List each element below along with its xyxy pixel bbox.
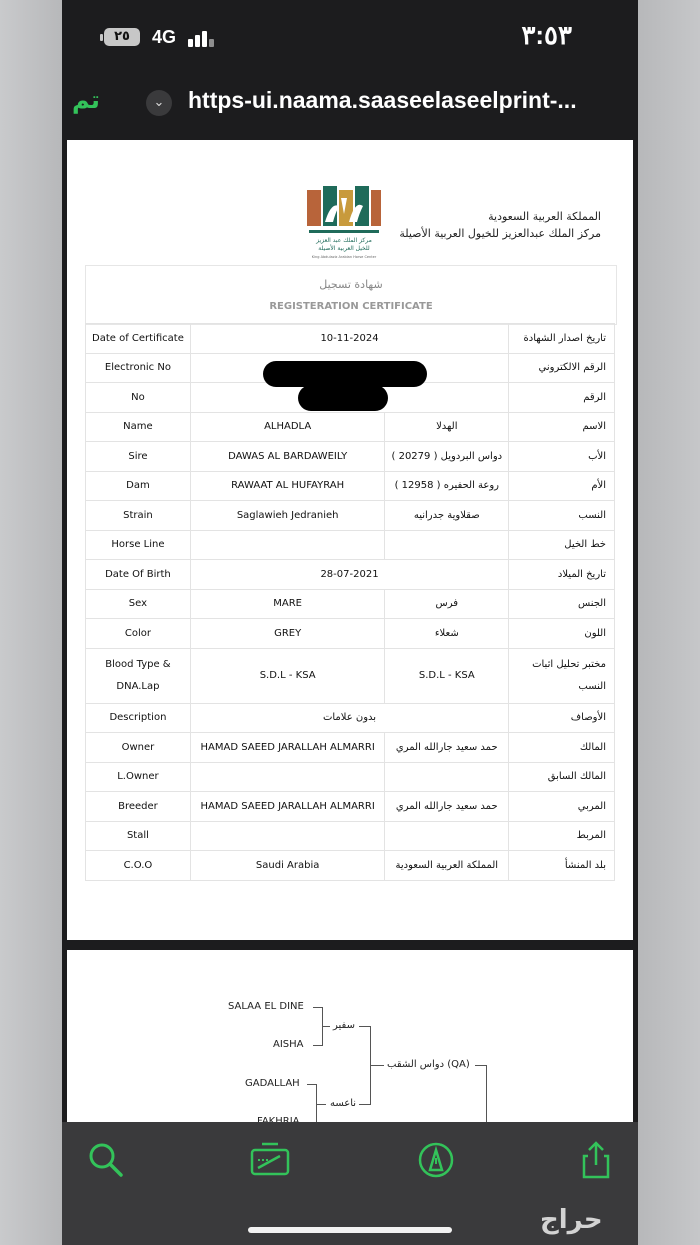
signal-icon: [188, 29, 218, 47]
search-icon[interactable]: [86, 1140, 126, 1180]
field-value-ar: دواس البردويل ( 20279 ): [385, 442, 509, 472]
certificate-row: [86, 733, 615, 763]
pedigree-p1: دواس الشقب (QA): [387, 1059, 470, 1070]
field-label-ar: بلد المنشأ: [509, 851, 615, 881]
field-value-ar: [385, 762, 509, 792]
field-label-en: Sire: [86, 442, 191, 472]
field-label-en: C.O.O: [86, 851, 191, 881]
field-label-en: Breeder: [86, 792, 191, 822]
logo-text-en: King Abdulaziz Arabian Horse Center: [311, 255, 377, 259]
share-icon[interactable]: [576, 1140, 616, 1180]
done-button[interactable]: تم: [72, 86, 100, 114]
field-label-ar: المربط: [509, 821, 615, 851]
certificate-row: [86, 703, 615, 733]
certificate-title-ar: شهادة تسجيل: [319, 278, 383, 291]
certificate-row: [86, 851, 615, 881]
field-label-ar: الأب: [509, 442, 615, 472]
field-label-en: Description: [86, 703, 191, 733]
field-value-ar: شعلاء: [385, 619, 509, 649]
field-value-ar: الهدلا: [385, 412, 509, 442]
field-label-en: Electronic No: [86, 353, 191, 383]
chevron-down-icon[interactable]: ⌄: [146, 90, 172, 116]
certificate-title-en: REGISTERATION CERTIFICATE: [269, 301, 433, 312]
pedigree-g1: سفير: [333, 1020, 355, 1031]
pedigree-gg1: SALAA EL DINE: [228, 1001, 304, 1012]
status-bar: [62, 0, 638, 70]
field-value-ar: حمد سعيد جارالله المري: [385, 792, 509, 822]
field-label-ar: الأم: [509, 471, 615, 501]
field-value: S.D.L - KSA: [190, 648, 385, 703]
field-label-ar: الاسم: [509, 412, 615, 442]
header-line-2: مركز الملك عبدالعزيز للخيول العربية الأصيلة: [399, 227, 601, 240]
field-label-en: Dam: [86, 471, 191, 501]
field-value: HAMAD SAEED JARALLAH ALMARRI: [190, 792, 385, 822]
header-arabic: [399, 208, 601, 242]
field-label-ar: تاريخ اصدار الشهادة: [509, 324, 615, 354]
field-value: [190, 821, 385, 851]
field-value-ar: المملكة العربية السعودية: [385, 851, 509, 881]
home-indicator[interactable]: [248, 1227, 452, 1233]
field-value-ar: [385, 530, 509, 560]
field-label-en: No: [86, 383, 191, 413]
certificate-page: [67, 140, 633, 940]
certificate-row: [86, 501, 615, 531]
pedigree-line: [359, 1104, 371, 1105]
markup-pen-icon[interactable]: [416, 1140, 456, 1180]
field-value-ar: صقلاوية جدرانيه: [385, 501, 509, 531]
field-value-ar: S.D.L - KSA: [385, 648, 509, 703]
field-value: [190, 530, 385, 560]
certificate-row: [86, 619, 615, 649]
browser-bar: [62, 78, 638, 128]
field-value: GREY: [190, 619, 385, 649]
field-label-en: Stall: [86, 821, 191, 851]
field-label-ar: الجنس: [509, 589, 615, 619]
certificate-row: [86, 530, 615, 560]
field-label-ar: تاريخ الميلاد: [509, 560, 615, 590]
certificate-row: [86, 821, 615, 851]
field-label-en: Sex: [86, 589, 191, 619]
certificate-row: [86, 324, 615, 354]
redaction-bar: [263, 361, 427, 387]
field-label-en: Owner: [86, 733, 191, 763]
field-label-en: Name: [86, 412, 191, 442]
pedigree-line: [370, 1065, 384, 1066]
battery-tip: [100, 34, 103, 41]
field-value: MARE: [190, 589, 385, 619]
field-label-en: Strain: [86, 501, 191, 531]
field-value-ar: حمد سعيد جارالله المري: [385, 733, 509, 763]
certificate-row: [86, 648, 615, 703]
field-label-en: Blood Type & DNA.Lap: [86, 648, 191, 703]
kaahc-logo-icon: [305, 184, 383, 262]
background-left: [0, 0, 62, 1245]
field-value: 10-11-2024: [190, 324, 508, 354]
clock: ٣:٥٣: [521, 20, 572, 50]
url-field[interactable]: https-ui.naama.saaseelaseelprint-...: [188, 87, 577, 113]
pedigree-g2: ناعسه: [330, 1098, 357, 1109]
pedigree-line: [316, 1104, 326, 1105]
pedigree-gg2: AISHA: [273, 1039, 304, 1050]
certificate-row: [86, 412, 615, 442]
field-value: بدون علامات: [190, 703, 508, 733]
background-right: [638, 0, 700, 1245]
field-label-ar: المالك: [509, 733, 615, 763]
field-value-ar: [385, 821, 509, 851]
field-label-ar: المالك السابق: [509, 762, 615, 792]
field-label-ar: مختبر تحليل اثبات النسب: [509, 648, 615, 703]
field-value-ar: روعة الحفيره ( 12958 ): [385, 471, 509, 501]
certificate-row: [86, 792, 615, 822]
certificate-title: [85, 265, 617, 325]
field-value: DAWAS AL BARDAWEILY: [190, 442, 385, 472]
field-value: Saudi Arabia: [190, 851, 385, 881]
field-label-ar: اللون: [509, 619, 615, 649]
certificate-row: [86, 762, 615, 792]
field-value: Saglawieh Jedranieh: [190, 501, 385, 531]
field-value: RAWAAT AL HUFAYRAH: [190, 471, 385, 501]
field-label-en: L.Owner: [86, 762, 191, 792]
field-label-ar: الرقم: [509, 383, 615, 413]
field-label-en: Date of Certificate: [86, 324, 191, 354]
field-value: HAMAD SAEED JARALLAH ALMARRI: [190, 733, 385, 763]
redaction-bar: [298, 385, 388, 411]
logo-text-ar-1: مركز الملك عبد العزيز: [316, 237, 372, 244]
field-value: 28-07-2021: [190, 560, 508, 590]
phone-screen: [62, 0, 638, 1245]
header-line-1: المملكة العربية السعودية: [488, 210, 601, 223]
certificate-row: [86, 589, 615, 619]
field-value: ALHADLA: [190, 412, 385, 442]
field-label-ar: الأوصاف: [509, 703, 615, 733]
pedigree-gg3: GADALLAH: [245, 1078, 300, 1089]
field-label-ar: خط الخيل: [509, 530, 615, 560]
field-label-en: Horse Line: [86, 530, 191, 560]
field-label-ar: الرقم الالكتروني: [509, 353, 615, 383]
field-label-ar: المربي: [509, 792, 615, 822]
watermark: حراج: [540, 1205, 603, 1235]
field-label-en: Date Of Birth: [86, 560, 191, 590]
network-label: 4G: [152, 27, 177, 47]
battery-icon: ٢٥: [104, 28, 140, 46]
field-label-ar: النسب: [509, 501, 615, 531]
field-value: [190, 762, 385, 792]
pedigree-page: [67, 950, 633, 1150]
certificate-row: [86, 560, 615, 590]
scan-text-icon[interactable]: [250, 1140, 290, 1180]
certificate-row: [86, 471, 615, 501]
logo-text-ar-2: للخيل العربية الأصيلة: [318, 245, 370, 252]
field-label-en: Color: [86, 619, 191, 649]
pedigree-line: [322, 1026, 330, 1027]
field-value-ar: فرس: [385, 589, 509, 619]
certificate-row: [86, 442, 615, 472]
